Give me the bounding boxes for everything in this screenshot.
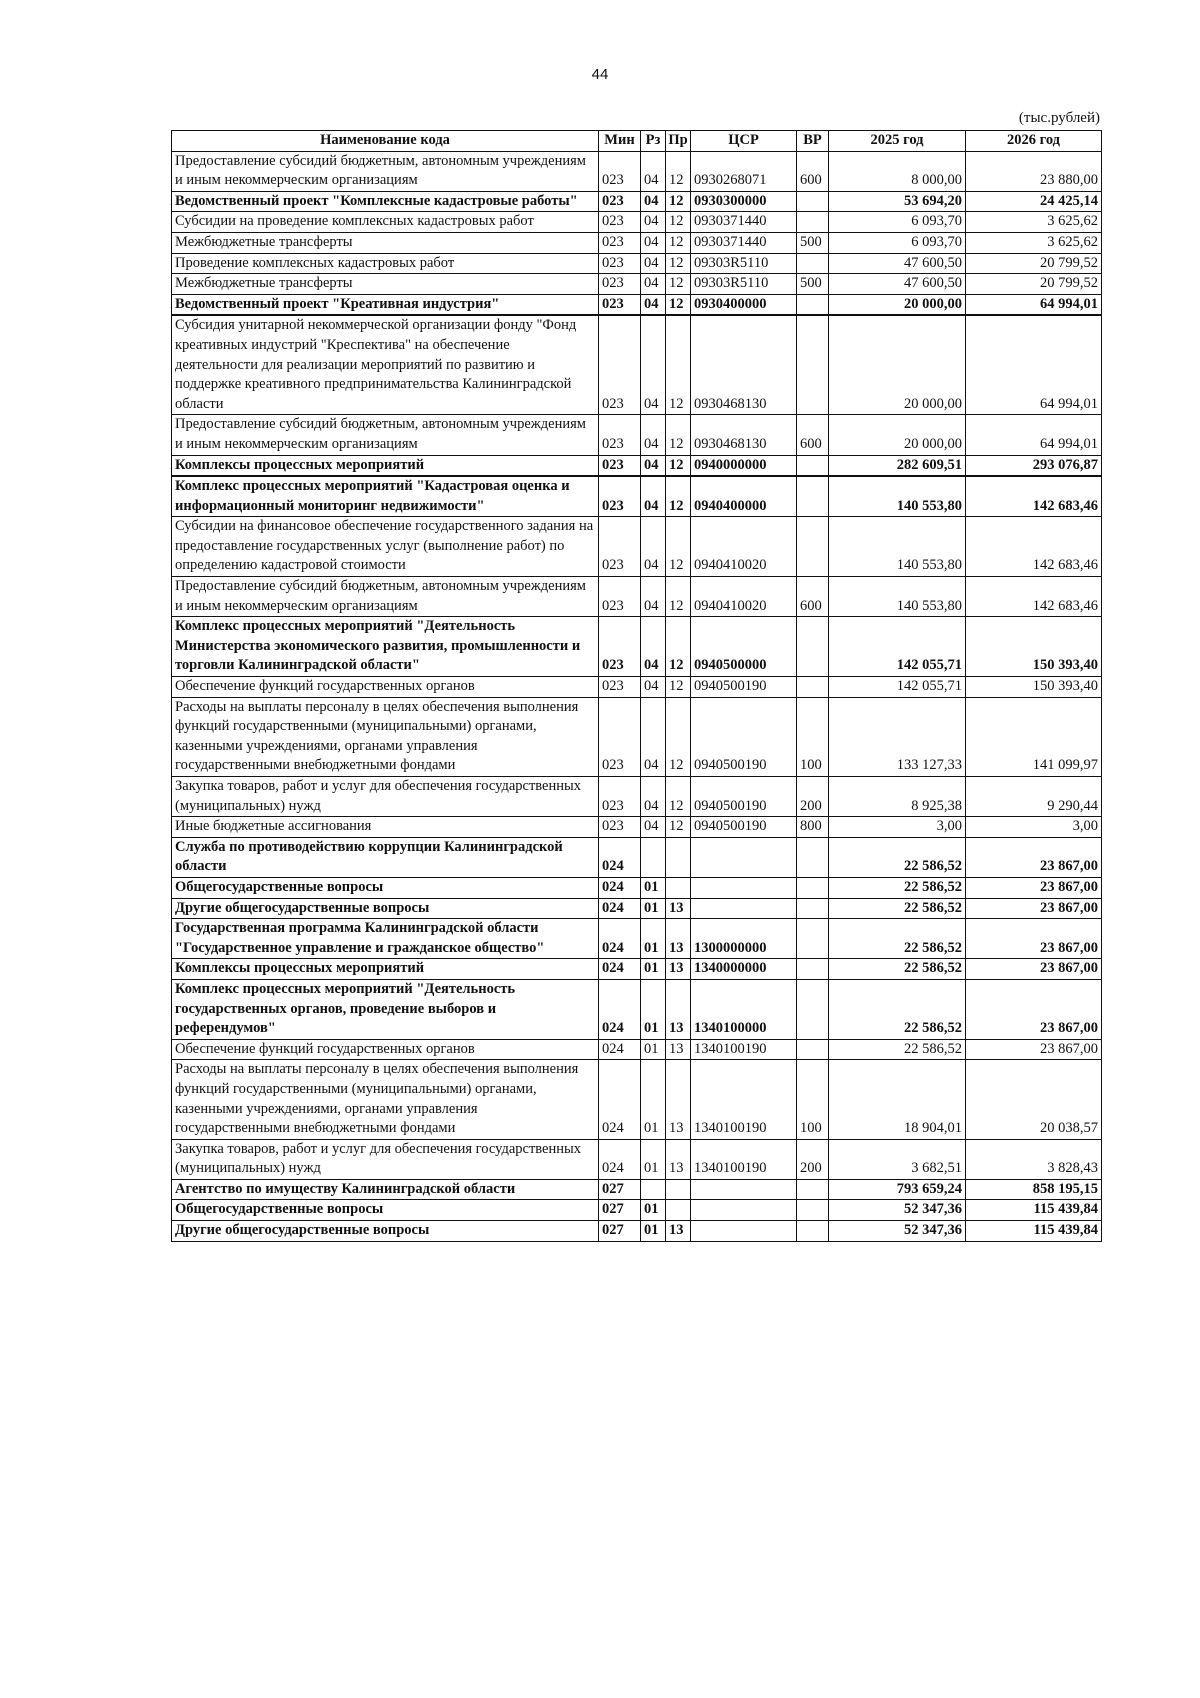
row-rz-cell: 04 <box>641 415 666 455</box>
row-rz-cell: 04 <box>641 212 666 233</box>
row-2026-cell: 150 393,40 <box>966 677 1102 698</box>
row-csr-cell: 0930371440 <box>691 212 797 233</box>
row-2026-cell: 64 994,01 <box>966 294 1102 315</box>
row-rz-cell: 01 <box>641 1039 666 1060</box>
row-2025-cell: 140 553,80 <box>829 476 966 517</box>
row-csr-cell: 0930468130 <box>691 415 797 455</box>
row-min-cell: 023 <box>599 455 641 476</box>
row-name-cell: Государственная программа Калининградской области "Государственное управление и гражданское общество" <box>172 919 599 959</box>
row-csr-cell: 1340100190 <box>691 1060 797 1139</box>
table-row <box>172 817 1102 838</box>
row-vr-cell: 600 <box>797 577 829 617</box>
row-vr-cell <box>797 476 829 517</box>
row-2025-cell: 20 000,00 <box>829 294 966 315</box>
row-pr-cell: 12 <box>666 315 691 414</box>
header-pr: Пр <box>666 131 691 152</box>
row-min-cell: 023 <box>599 151 641 191</box>
row-2025-cell: 47 600,50 <box>829 253 966 274</box>
row-vr-cell: 100 <box>797 1060 829 1139</box>
table-row <box>172 476 1102 517</box>
row-name-cell: Субсидии на проведение комплексных кадастровых работ <box>172 212 599 233</box>
row-name-cell: Предоставление субсидий бюджетным, автономным учреждениям и иным некоммерческим организациям <box>172 151 599 191</box>
row-min-cell: 024 <box>599 1039 641 1060</box>
row-csr-cell: 1340100190 <box>691 1039 797 1060</box>
header-rz: Рз <box>641 131 666 152</box>
row-csr-cell: 0930300000 <box>691 191 797 212</box>
header-csr: ЦСР <box>691 131 797 152</box>
row-rz-cell: 04 <box>641 151 666 191</box>
table-row <box>172 959 1102 980</box>
row-rz-cell: 01 <box>641 959 666 980</box>
row-rz-cell: 04 <box>641 315 666 414</box>
row-min-cell: 023 <box>599 294 641 315</box>
row-name-cell: Закупка товаров, работ и услуг для обеспечения государственных (муниципальных) нужд <box>172 1139 599 1179</box>
row-min-cell: 023 <box>599 777 641 817</box>
row-vr-cell <box>797 677 829 698</box>
row-vr-cell: 500 <box>797 274 829 295</box>
row-name-cell: Предоставление субсидий бюджетным, автономным учреждениям и иным некоммерческим организациям <box>172 577 599 617</box>
row-pr-cell: 12 <box>666 617 691 677</box>
row-vr-cell <box>797 1200 829 1221</box>
row-vr-cell <box>797 294 829 315</box>
row-min-cell: 024 <box>599 979 641 1039</box>
row-2026-cell: 142 683,46 <box>966 577 1102 617</box>
row-csr-cell: 0940410020 <box>691 577 797 617</box>
row-2026-cell: 3 625,62 <box>966 212 1102 233</box>
row-csr-cell: 0940500190 <box>691 777 797 817</box>
row-2026-cell: 23 867,00 <box>966 877 1102 898</box>
row-csr-cell: 0940500190 <box>691 697 797 776</box>
row-2025-cell: 282 609,51 <box>829 455 966 476</box>
row-vr-cell: 100 <box>797 697 829 776</box>
budget-table <box>171 130 1102 1242</box>
row-min-cell: 023 <box>599 517 641 577</box>
row-name-cell: Проведение комплексных кадастровых работ <box>172 253 599 274</box>
row-pr-cell: 12 <box>666 415 691 455</box>
table-row <box>172 1200 1102 1221</box>
row-vr-cell <box>797 1179 829 1200</box>
table-row <box>172 877 1102 898</box>
row-2025-cell: 22 586,52 <box>829 837 966 877</box>
page-number: 44 <box>591 66 609 83</box>
row-2026-cell: 20 799,52 <box>966 253 1102 274</box>
row-2025-cell: 8 000,00 <box>829 151 966 191</box>
row-min-cell: 023 <box>599 817 641 838</box>
table-row <box>172 517 1102 577</box>
row-vr-cell <box>797 191 829 212</box>
row-name-cell: Межбюджетные трансферты <box>172 232 599 253</box>
row-name-cell: Другие общегосударственные вопросы <box>172 1221 599 1242</box>
row-rz-cell: 01 <box>641 979 666 1039</box>
table-row <box>172 898 1102 919</box>
row-vr-cell: 200 <box>797 1139 829 1179</box>
row-pr-cell: 12 <box>666 253 691 274</box>
row-vr-cell <box>797 877 829 898</box>
row-2026-cell: 3 828,43 <box>966 1139 1102 1179</box>
row-2025-cell: 22 586,52 <box>829 1039 966 1060</box>
row-rz-cell: 04 <box>641 294 666 315</box>
row-vr-cell <box>797 959 829 980</box>
row-rz-cell: 04 <box>641 577 666 617</box>
row-rz-cell: 01 <box>641 1139 666 1179</box>
row-2025-cell: 22 586,52 <box>829 979 966 1039</box>
table-row <box>172 1060 1102 1139</box>
row-name-cell: Межбюджетные трансферты <box>172 274 599 295</box>
row-rz-cell: 01 <box>641 1060 666 1139</box>
row-min-cell: 023 <box>599 415 641 455</box>
row-name-cell: Расходы на выплаты персоналу в целях обеспечения выполнения функций государственными (муниципальными) органами, казенными учреждениями, органами управления государственными внебюджетными фондами <box>172 1060 599 1139</box>
header-min: Мин <box>599 131 641 152</box>
row-csr-cell <box>691 837 797 877</box>
table-body <box>172 151 1102 1241</box>
table-row <box>172 1139 1102 1179</box>
row-pr-cell: 13 <box>666 919 691 959</box>
row-name-cell: Ведомственный проект "Комплексные кадастровые работы" <box>172 191 599 212</box>
row-2025-cell: 22 586,52 <box>829 877 966 898</box>
row-2026-cell: 142 683,46 <box>966 476 1102 517</box>
row-csr-cell <box>691 1200 797 1221</box>
row-2025-cell: 142 055,71 <box>829 677 966 698</box>
row-2026-cell: 23 867,00 <box>966 979 1102 1039</box>
row-name-cell: Обеспечение функций государственных органов <box>172 677 599 698</box>
row-csr-cell: 0940410020 <box>691 517 797 577</box>
row-pr-cell <box>666 877 691 898</box>
row-csr-cell: 09303R5110 <box>691 253 797 274</box>
row-name-cell: Агентство по имуществу Калининградской области <box>172 1179 599 1200</box>
row-2025-cell: 18 904,01 <box>829 1060 966 1139</box>
row-pr-cell: 13 <box>666 1221 691 1242</box>
row-min-cell: 024 <box>599 877 641 898</box>
row-pr-cell: 12 <box>666 151 691 191</box>
row-vr-cell <box>797 837 829 877</box>
row-min-cell: 023 <box>599 191 641 212</box>
row-pr-cell: 12 <box>666 777 691 817</box>
row-2026-cell: 20 038,57 <box>966 1060 1102 1139</box>
row-name-cell: Комплекс процессных мероприятий "Деятельность государственных органов, проведение выборов и референдумов" <box>172 979 599 1039</box>
header-name: Наименование кода <box>172 131 599 152</box>
row-csr-cell: 1340000000 <box>691 959 797 980</box>
table-row <box>172 577 1102 617</box>
row-csr-cell: 09303R5110 <box>691 274 797 295</box>
header-2026: 2026 год <box>966 131 1102 152</box>
row-pr-cell: 12 <box>666 577 691 617</box>
row-vr-cell <box>797 253 829 274</box>
row-rz-cell: 01 <box>641 919 666 959</box>
row-min-cell: 023 <box>599 212 641 233</box>
row-2026-cell: 23 867,00 <box>966 837 1102 877</box>
row-name-cell: Комплексы процессных мероприятий <box>172 959 599 980</box>
row-rz-cell: 04 <box>641 817 666 838</box>
row-2026-cell: 23 880,00 <box>966 151 1102 191</box>
row-min-cell: 023 <box>599 577 641 617</box>
row-2025-cell: 6 093,70 <box>829 232 966 253</box>
row-2026-cell: 115 439,84 <box>966 1200 1102 1221</box>
row-vr-cell: 600 <box>797 415 829 455</box>
row-2025-cell: 3,00 <box>829 817 966 838</box>
table-row <box>172 274 1102 295</box>
row-pr-cell: 12 <box>666 232 691 253</box>
row-2026-cell: 115 439,84 <box>966 1221 1102 1242</box>
row-min-cell: 023 <box>599 697 641 776</box>
row-pr-cell: 12 <box>666 274 691 295</box>
row-rz-cell <box>641 837 666 877</box>
table-row <box>172 315 1102 414</box>
row-2026-cell: 64 994,01 <box>966 315 1102 414</box>
table-row <box>172 212 1102 233</box>
row-rz-cell: 01 <box>641 1200 666 1221</box>
header-2025: 2025 год <box>829 131 966 152</box>
row-vr-cell <box>797 455 829 476</box>
row-vr-cell: 200 <box>797 777 829 817</box>
row-csr-cell: 1340100190 <box>691 1139 797 1179</box>
row-2026-cell: 24 425,14 <box>966 191 1102 212</box>
header-vr: ВР <box>797 131 829 152</box>
row-rz-cell: 04 <box>641 476 666 517</box>
row-pr-cell: 13 <box>666 898 691 919</box>
row-rz-cell <box>641 1179 666 1200</box>
row-vr-cell <box>797 517 829 577</box>
table-row <box>172 191 1102 212</box>
row-vr-cell <box>797 1039 829 1060</box>
row-vr-cell: 500 <box>797 232 829 253</box>
row-2026-cell: 142 683,46 <box>966 517 1102 577</box>
row-2026-cell: 3,00 <box>966 817 1102 838</box>
table-row <box>172 294 1102 315</box>
row-name-cell: Другие общегосударственные вопросы <box>172 898 599 919</box>
row-min-cell: 027 <box>599 1221 641 1242</box>
row-rz-cell: 04 <box>641 232 666 253</box>
row-min-cell: 024 <box>599 1139 641 1179</box>
row-pr-cell: 12 <box>666 817 691 838</box>
row-csr-cell: 0940000000 <box>691 455 797 476</box>
row-vr-cell <box>797 919 829 959</box>
row-name-cell: Закупка товаров, работ и услуг для обеспечения государственных (муниципальных) нужд <box>172 777 599 817</box>
row-min-cell: 024 <box>599 837 641 877</box>
table-row <box>172 415 1102 455</box>
row-pr-cell: 13 <box>666 959 691 980</box>
row-pr-cell: 12 <box>666 677 691 698</box>
table-row <box>172 677 1102 698</box>
row-2025-cell: 142 055,71 <box>829 617 966 677</box>
row-min-cell: 023 <box>599 677 641 698</box>
row-pr-cell: 13 <box>666 1139 691 1179</box>
table-row <box>172 979 1102 1039</box>
row-vr-cell <box>797 212 829 233</box>
row-pr-cell <box>666 1179 691 1200</box>
row-2026-cell: 858 195,15 <box>966 1179 1102 1200</box>
table-row <box>172 455 1102 476</box>
table-row <box>172 151 1102 191</box>
table-row <box>172 1221 1102 1242</box>
row-2026-cell: 9 290,44 <box>966 777 1102 817</box>
row-min-cell: 023 <box>599 315 641 414</box>
row-rz-cell: 01 <box>641 898 666 919</box>
row-rz-cell: 01 <box>641 1221 666 1242</box>
row-name-cell: Служба по противодействию коррупции Калининградской области <box>172 837 599 877</box>
row-csr-cell <box>691 898 797 919</box>
row-2025-cell: 3 682,51 <box>829 1139 966 1179</box>
row-min-cell: 024 <box>599 919 641 959</box>
row-name-cell: Обеспечение функций государственных органов <box>172 1039 599 1060</box>
row-2025-cell: 47 600,50 <box>829 274 966 295</box>
row-min-cell: 023 <box>599 617 641 677</box>
row-csr-cell: 1300000000 <box>691 919 797 959</box>
row-min-cell: 027 <box>599 1179 641 1200</box>
row-csr-cell <box>691 877 797 898</box>
row-name-cell: Субсидии на финансовое обеспечение государственного задания на предоставление государственных услуг (выполнение работ) по определению кадастровой стоимости <box>172 517 599 577</box>
row-pr-cell: 12 <box>666 476 691 517</box>
row-vr-cell <box>797 617 829 677</box>
table-row <box>172 919 1102 959</box>
row-2025-cell: 22 586,52 <box>829 919 966 959</box>
row-2025-cell: 22 586,52 <box>829 898 966 919</box>
table-row <box>172 837 1102 877</box>
row-rz-cell: 04 <box>641 455 666 476</box>
row-min-cell: 024 <box>599 898 641 919</box>
row-2025-cell: 140 553,80 <box>829 517 966 577</box>
table-row <box>172 617 1102 677</box>
table-row <box>172 1039 1102 1060</box>
row-rz-cell: 04 <box>641 697 666 776</box>
row-2025-cell: 22 586,52 <box>829 959 966 980</box>
row-2026-cell: 23 867,00 <box>966 1039 1102 1060</box>
row-pr-cell <box>666 1200 691 1221</box>
row-rz-cell: 04 <box>641 191 666 212</box>
row-min-cell: 024 <box>599 959 641 980</box>
row-2025-cell: 52 347,36 <box>829 1221 966 1242</box>
row-name-cell: Расходы на выплаты персоналу в целях обеспечения выполнения функций государственными (муниципальными) органами, казенными учреждениями, органами управления государственными внебюджетными фондами <box>172 697 599 776</box>
row-2025-cell: 6 093,70 <box>829 212 966 233</box>
row-2025-cell: 140 553,80 <box>829 577 966 617</box>
row-csr-cell: 0930400000 <box>691 294 797 315</box>
row-min-cell: 023 <box>599 476 641 517</box>
row-min-cell: 024 <box>599 1060 641 1139</box>
row-2026-cell: 3 625,62 <box>966 232 1102 253</box>
row-csr-cell: 0940500000 <box>691 617 797 677</box>
row-pr-cell: 13 <box>666 1039 691 1060</box>
row-name-cell: Субсидия унитарной некоммерческой организации фонду "Фонд креативных индустрий "Креспектива" на обеспечение деятельности для реализации мероприятий по развитию и поддержке креативного предпринимательства Калининградской области <box>172 315 599 414</box>
row-2026-cell: 23 867,00 <box>966 898 1102 919</box>
row-rz-cell: 01 <box>641 877 666 898</box>
row-name-cell: Комплексы процессных мероприятий <box>172 455 599 476</box>
row-csr-cell: 1340100000 <box>691 979 797 1039</box>
row-name-cell: Комплекс процессных мероприятий "Деятельность Министерства экономического развития, промышленности и торговли Калининградской области" <box>172 617 599 677</box>
row-rz-cell: 04 <box>641 617 666 677</box>
row-vr-cell <box>797 979 829 1039</box>
row-2026-cell: 23 867,00 <box>966 919 1102 959</box>
row-rz-cell: 04 <box>641 677 666 698</box>
row-min-cell: 023 <box>599 253 641 274</box>
row-csr-cell: 0940400000 <box>691 476 797 517</box>
row-2026-cell: 23 867,00 <box>966 959 1102 980</box>
row-2025-cell: 133 127,33 <box>829 697 966 776</box>
row-2026-cell: 141 099,97 <box>966 697 1102 776</box>
table-row <box>172 1179 1102 1200</box>
row-pr-cell: 12 <box>666 191 691 212</box>
table-row <box>172 777 1102 817</box>
row-min-cell: 023 <box>599 274 641 295</box>
row-2025-cell: 20 000,00 <box>829 415 966 455</box>
row-name-cell: Общегосударственные вопросы <box>172 877 599 898</box>
row-name-cell: Предоставление субсидий бюджетным, автономным учреждениям и иным некоммерческим организациям <box>172 415 599 455</box>
row-vr-cell <box>797 898 829 919</box>
row-2026-cell: 150 393,40 <box>966 617 1102 677</box>
row-pr-cell: 13 <box>666 1060 691 1139</box>
row-csr-cell: 0940500190 <box>691 817 797 838</box>
row-pr-cell: 12 <box>666 212 691 233</box>
row-pr-cell: 13 <box>666 979 691 1039</box>
row-rz-cell: 04 <box>641 274 666 295</box>
row-2026-cell: 64 994,01 <box>966 415 1102 455</box>
row-csr-cell <box>691 1221 797 1242</box>
row-2025-cell: 52 347,36 <box>829 1200 966 1221</box>
row-name-cell: Ведомственный проект "Креативная индустрия" <box>172 294 599 315</box>
row-vr-cell <box>797 315 829 414</box>
row-pr-cell: 12 <box>666 455 691 476</box>
row-csr-cell: 0930371440 <box>691 232 797 253</box>
row-pr-cell <box>666 837 691 877</box>
row-vr-cell: 600 <box>797 151 829 191</box>
row-min-cell: 023 <box>599 232 641 253</box>
row-csr-cell: 0930468130 <box>691 315 797 414</box>
row-2025-cell: 53 694,20 <box>829 191 966 212</box>
row-2025-cell: 20 000,00 <box>829 315 966 414</box>
row-2026-cell: 20 799,52 <box>966 274 1102 295</box>
row-vr-cell: 800 <box>797 817 829 838</box>
row-2026-cell: 293 076,87 <box>966 455 1102 476</box>
row-name-cell: Комплекс процессных мероприятий "Кадастровая оценка и информационный мониторинг недвижимости" <box>172 476 599 517</box>
row-min-cell: 027 <box>599 1200 641 1221</box>
row-pr-cell: 12 <box>666 294 691 315</box>
row-pr-cell: 12 <box>666 697 691 776</box>
row-name-cell: Общегосударственные вопросы <box>172 1200 599 1221</box>
row-csr-cell: 0940500190 <box>691 677 797 698</box>
table-row <box>172 697 1102 776</box>
table-header-row <box>172 131 1102 152</box>
row-2025-cell: 8 925,38 <box>829 777 966 817</box>
row-csr-cell: 0930268071 <box>691 151 797 191</box>
row-pr-cell: 12 <box>666 517 691 577</box>
units-label: (тыс.рублей) <box>1018 110 1100 126</box>
row-vr-cell <box>797 1221 829 1242</box>
table-row <box>172 232 1102 253</box>
row-rz-cell: 04 <box>641 517 666 577</box>
row-rz-cell: 04 <box>641 253 666 274</box>
row-2025-cell: 793 659,24 <box>829 1179 966 1200</box>
row-rz-cell: 04 <box>641 777 666 817</box>
row-name-cell: Иные бюджетные ассигнования <box>172 817 599 838</box>
table-row <box>172 253 1102 274</box>
row-csr-cell <box>691 1179 797 1200</box>
